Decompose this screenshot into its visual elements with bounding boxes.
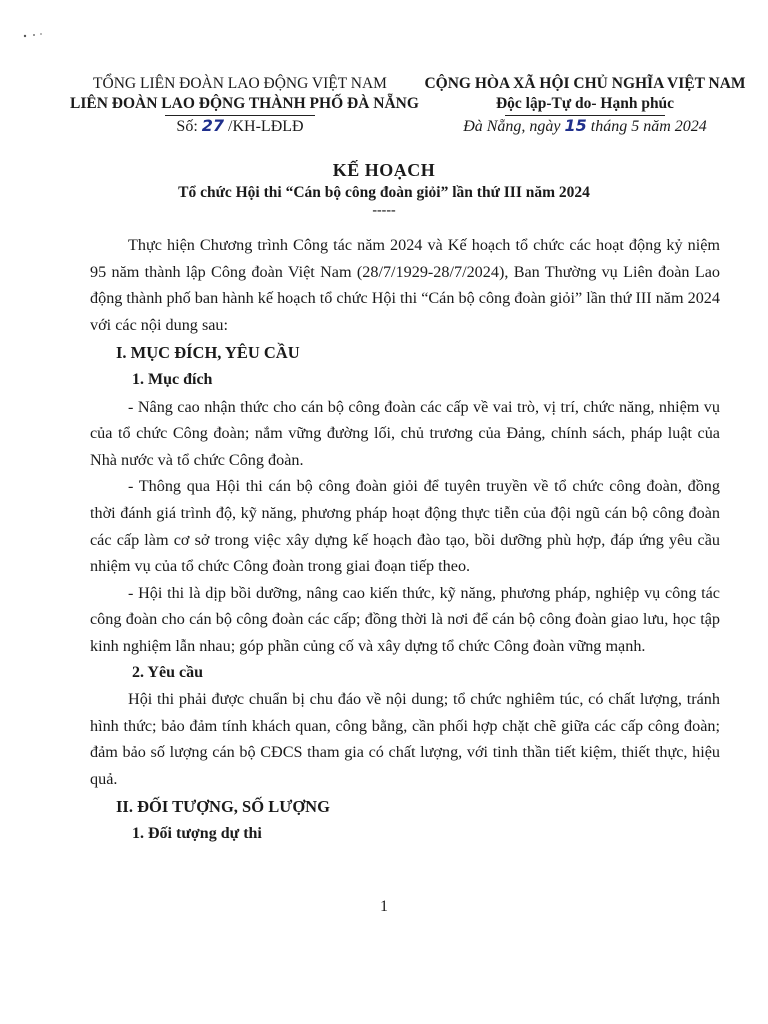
issuing-organization (70, 74, 419, 116)
date-prefix: Đà Nẵng, ngày (463, 118, 561, 135)
section-heading-purpose-requirements: I. MỤC ĐÍCH, YÊU CẦU (116, 343, 300, 363)
date-month-label: tháng (590, 118, 628, 135)
document-number-suffix: /KH-LĐLĐ (228, 118, 304, 135)
date-month: 5 (631, 118, 640, 135)
purpose-paragraph-3: - Hội thi là dịp bồi dưỡng, nâng cao kiến thức, kỹ năng, phương pháp, nghiệp vụ công tác công đoàn cho cán bộ công đoàn các cấp; đồng thời là nơi để cán bộ công đoàn giao lưu, học tập kinh nghiệm lẫn nhau; góp phần củng cố và xây dựng tổ chức Công đoàn vững mạnh. (90, 583, 720, 655)
date-year: năm 2024 (643, 118, 707, 135)
document-title: KẾ HOẠCH (332, 160, 436, 180)
issuing-organization-name: LIÊN ĐOÀN LAO ĐỘNG THÀNH PHỐ ĐÀ NẴNG (70, 95, 419, 112)
subsection-heading-purpose: 1. Mục đích (132, 370, 213, 388)
requirements-paragraph: Hội thi phải được chuẩn bị chu đáo về nội dung; tổ chức nghiêm túc, có chất lượng, tránh hình thức; bảo đảm tính khách quan, công bằng, cần phối hợp chặt chẽ giữa các cấp công đoàn; đảm bảo số lượng cán bộ CĐCS tham gia có chất lượng, với tinh thần tiết kiệm, thiết thực, hiệu quả. (90, 690, 720, 788)
national-heading (410, 74, 760, 116)
parent-organization: TỔNG LIÊN ĐOÀN LAO ĐỘNG VIỆT NAM (93, 75, 387, 92)
intro-paragraph: Thực hiện Chương trình Công tác năm 2024 và Kế hoạch tổ chức các hoạt động kỷ niệm 95 năm thành lập Công đoàn Việt Nam (28/7/1929-28/7/2024), Ban Thường vụ Liên đoàn Lao động thành phố ban hành kế hoạch tổ chức Hội thi “Cán bộ công đoàn giỏi” lần thứ III năm 2024 với các nội dung sau: (90, 236, 720, 334)
subsection-heading-requirements: 2. Yêu cầu (132, 663, 203, 681)
section-heading-participants: II. ĐỐI TƯỢNG, SỐ LƯỢNG (116, 797, 330, 817)
subsection-heading-eligible-participants: 1. Đối tượng dự thi (132, 825, 262, 843)
page-number: 1 (380, 898, 388, 915)
document-title-block (0, 158, 768, 218)
purpose-paragraph-1: - Nâng cao nhận thức cho cán bộ công đoàn các cấp về vai trò, vị trí, chức năng, nhiệm vụ của tổ chức Công đoàn; nắm vững đường lối, chủ trương của Đảng, chính sách, pháp luật của Nhà nước và tổ chức Công đoàn. (90, 397, 720, 469)
purpose-paragraph-2: - Thông qua Hội thi cán bộ công đoàn giỏi để tuyên truyền về tổ chức công đoàn, đồng thời đánh giá trình độ, kỹ năng, phương pháp hoạt động thực tiễn của đội ngũ cán bộ công đoàn các cấp làm cơ sở trong việc xây dựng kế hoạch đào tạo, bồi dưỡng phù hợp, đáp ứng yêu cầu nhiệm vụ của tổ chức Công đoàn trong giai đoạn tiếp theo. (90, 477, 720, 576)
document-body (90, 232, 720, 848)
document-subtitle: Tổ chức Hội thi “Cán bộ công đoàn giỏi” lần thứ III năm 2024 (178, 184, 590, 201)
date-day-handwritten: 15 (564, 116, 587, 135)
document-number (70, 116, 410, 136)
document-number-prefix: Số: (176, 118, 198, 135)
document-date (410, 116, 760, 136)
nation-name: CỘNG HÒA XÃ HỘI CHỦ NGHĨA VIỆT NAM (424, 75, 746, 92)
national-motto: Độc lập-Tự do- Hạnh phúc (495, 95, 675, 112)
title-separator: ----- (372, 203, 396, 218)
scan-speck-mark (22, 30, 44, 40)
document-number-handwritten: 27 (201, 116, 225, 135)
